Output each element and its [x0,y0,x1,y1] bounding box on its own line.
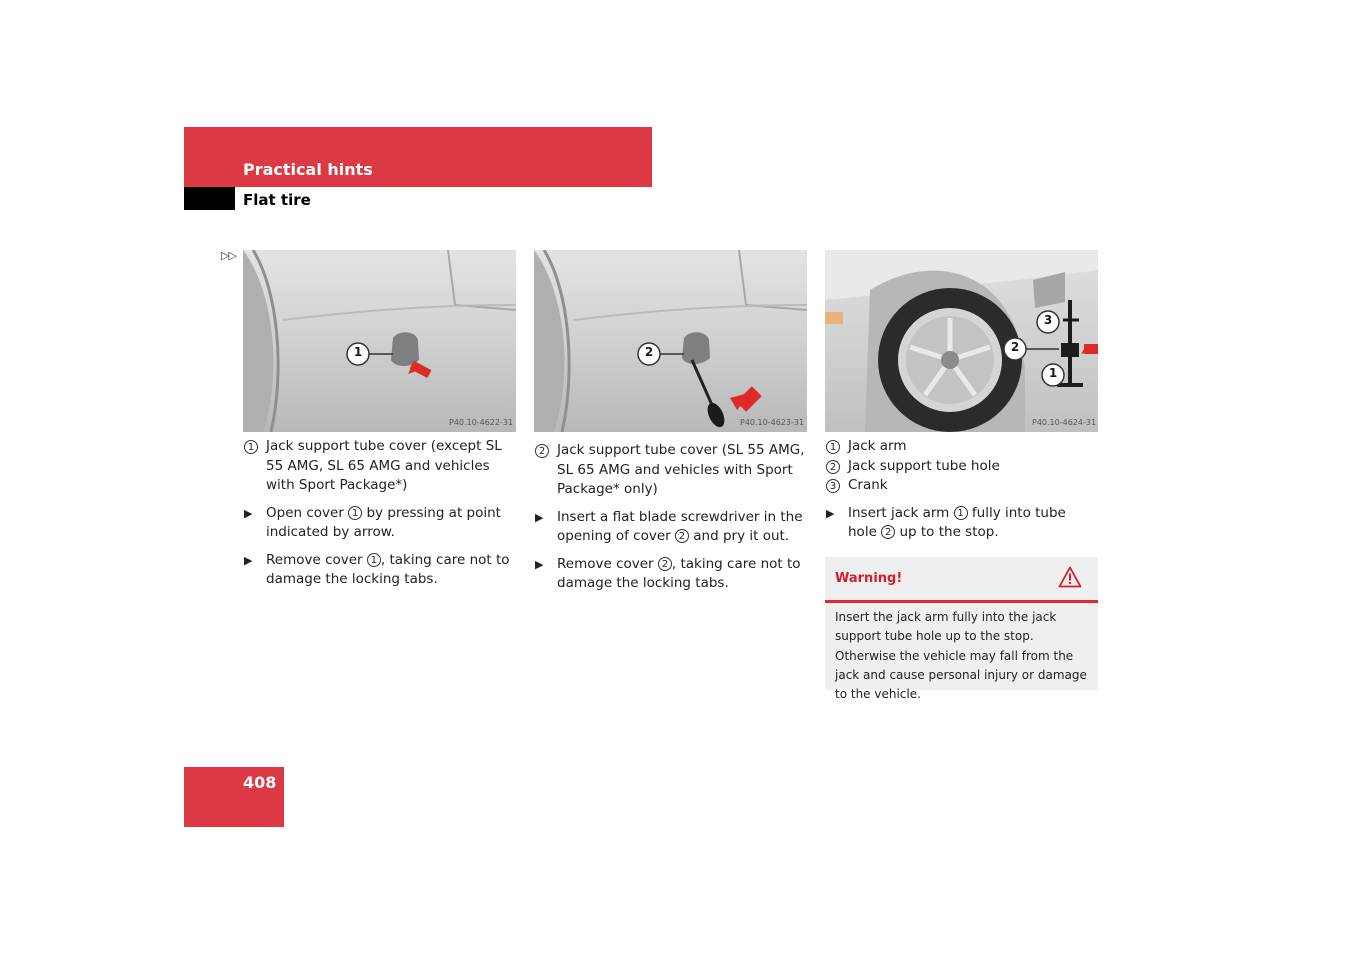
step-text: fully into tube hole [848,504,1066,540]
photo-3-callout-3: 3 [1043,313,1053,327]
warning-box [825,557,1098,702]
legend-text: Jack arm [848,438,907,454]
instruction-step [826,504,1098,543]
warning-triangle-icon [1058,566,1082,592]
warning-header [825,557,1098,603]
instruction-step [244,551,519,590]
photo-jack-cover-press [243,250,516,432]
callout-ref: 2 [675,529,689,543]
legend-text: Crank [848,477,888,493]
photo-2-code: P40.10-4623-31 [740,418,805,427]
photo-jack-in-position [825,250,1098,432]
step-text: up to the stop. [895,524,999,540]
photo-jack-cover-pry [534,250,807,432]
callout-number: 1 [244,440,258,454]
callout-number: 2 [826,460,840,474]
step-text: by pressing at point indicated by arrow. [266,504,501,540]
callout-ref: 1 [348,506,362,520]
legend-text: Jack support tube cover (SL 55 AMG, SL 65 AMG and vehicles with Sport Package* only) [557,442,805,497]
callout-number: 2 [535,444,549,458]
column-1 [244,437,519,590]
subsection-title: Flat tire [243,191,311,209]
step-text: Open cover [266,504,349,521]
header-tab-marker [184,187,235,210]
step-text: , taking care not to damage the locking tabs. [266,551,510,587]
instruction-step [535,555,805,594]
instruction-step [535,508,805,547]
step-text: Remove cover [266,551,367,568]
step-text: and pry it out. [688,528,790,544]
bullet-triangle-icon: ▶ [244,506,253,520]
photo-3-code: P40.10-4624-31 [1032,418,1097,427]
callout-ref: 1 [367,553,381,567]
step-text: Insert jack arm [848,504,954,521]
callout-ref: 1 [954,506,968,520]
photo-3-callout-1: 1 [1048,366,1058,380]
legend-item [826,457,1098,477]
instruction-step [244,504,519,543]
bullet-triangle-icon: ▶ [244,553,253,567]
legend-item [535,441,805,500]
step-text: Remove cover [557,555,658,572]
column-3 [826,437,1098,543]
column-2 [535,441,805,594]
photo-2-callout-2: 2 [644,345,654,359]
continued-marker: ▷▷ [221,249,236,262]
legend-item [244,437,519,496]
legend-item [826,437,1098,457]
callout-number: 3 [826,479,840,493]
bullet-triangle-icon: ▶ [535,510,544,524]
photo-3-callout-2: 2 [1010,340,1020,354]
page-number: 408 [243,773,277,792]
step-text: , taking care not to damage the locking tabs. [557,555,801,591]
callout-ref: 2 [658,557,672,571]
step-text: Insert a flat blade screwdriver in the opening of cover [557,508,803,544]
bullet-triangle-icon: ▶ [535,557,544,571]
photo-1-callout-1: 1 [353,345,363,359]
warning-label: Warning! [835,571,903,586]
legend-item [826,476,1098,496]
legend-text: Jack support tube hole [848,457,1000,474]
warning-text: Insert the jack arm fully into the jack support tube hole up to the stop. Otherwise the vehicle may fall from the jack and cause personal injury or damage to the vehicle. [835,610,1087,702]
bullet-triangle-icon: ▶ [826,506,835,520]
section-title: Practical hints [243,160,373,179]
legend-text: Jack support tube cover (except SL 55 AMG, SL 65 AMG and vehicles with Sport Package*) [266,438,502,493]
callout-number: 1 [826,440,840,454]
photo-1-code: P40.10-4622-31 [449,418,514,427]
callout-ref: 2 [881,525,895,539]
